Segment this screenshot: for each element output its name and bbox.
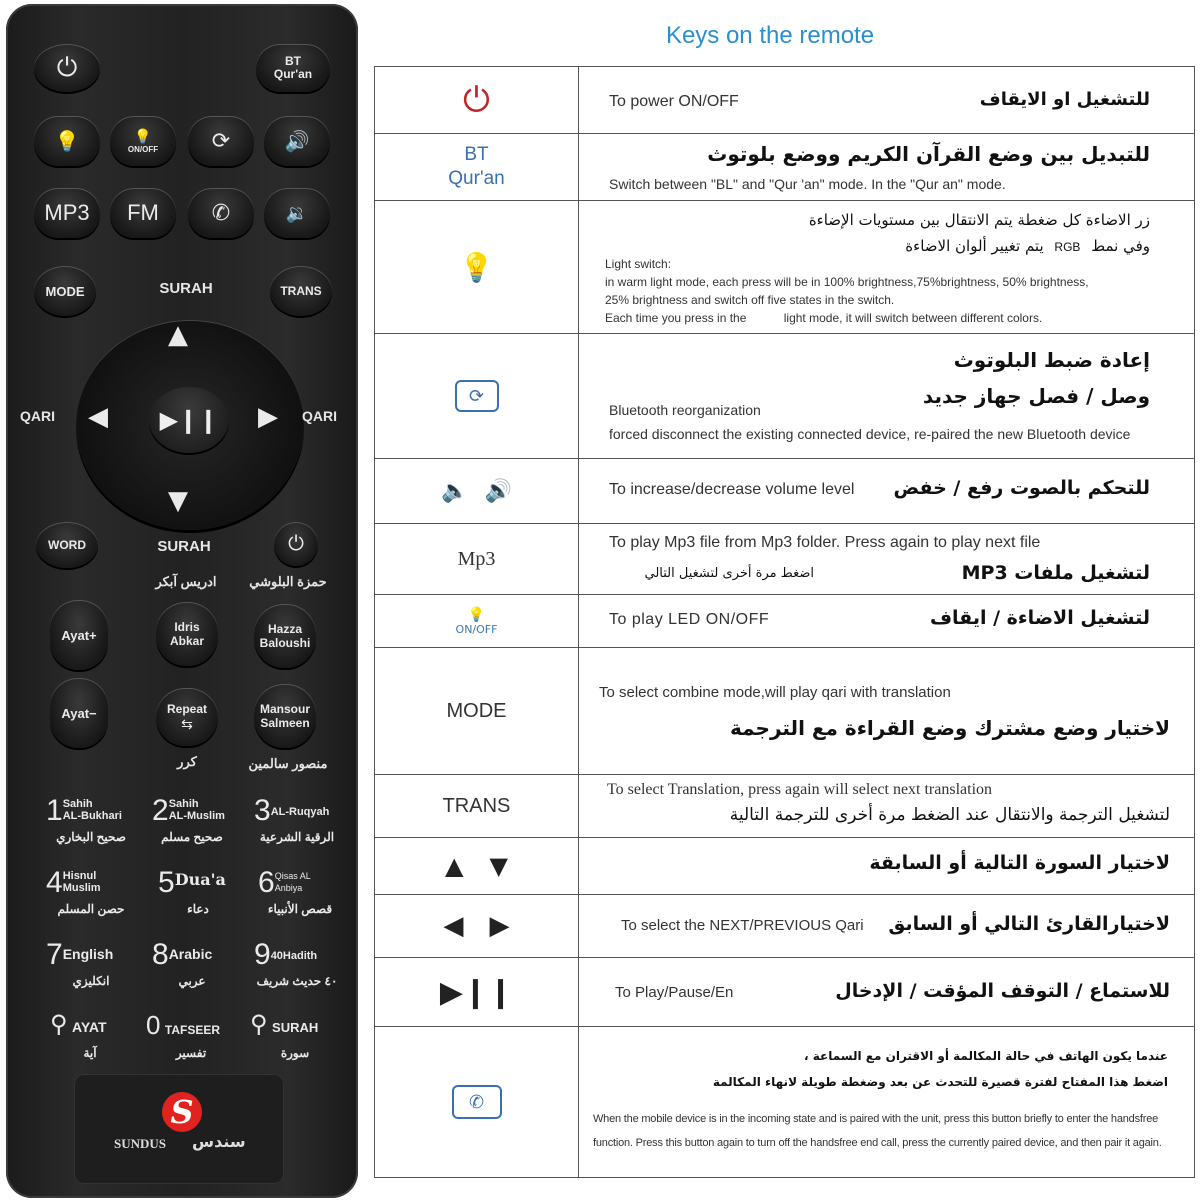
ayat-ar: آية	[83, 1046, 97, 1060]
key-description-table	[374, 66, 1195, 1178]
up-arrow-icon: ▲	[445, 852, 464, 880]
play-pause-icon: ▶❙❙	[439, 974, 514, 1010]
description-en-2: in warm light mode, each press will be in 100% brightness,75%brightness, 50% brightness,	[605, 275, 1089, 289]
table-row-bluetooth-reset	[375, 334, 1194, 459]
onoff-label: ON/OFF	[127, 145, 159, 154]
description-en-2: forced disconnect the existing connected device, re-paired the new Bluetooth device	[609, 426, 1131, 442]
description-en-4	[605, 311, 1042, 325]
zero-digit: 0	[146, 1010, 161, 1040]
description-ar-2a: وفي نمط	[1091, 237, 1150, 255]
table-row-mp3	[375, 524, 1194, 595]
description-ar: لتشغيل الاضاءة / ايقاف	[929, 607, 1150, 629]
bt-quran-label: BT Qur'an	[448, 144, 505, 189]
num-key-sub: Sahih AL-Muslim	[168, 798, 225, 822]
volume-down-icon: 🔈	[441, 478, 469, 504]
description-cell	[579, 67, 1194, 133]
play-pause-button[interactable]: ▶❙❙	[149, 387, 229, 453]
reciter-hazza-ar: حمزة البلوشي	[249, 574, 327, 589]
num-key-digit: 1	[46, 794, 63, 827]
description-en: To play Mp3 file from Mp3 folder. Press again to play next file	[609, 534, 1041, 551]
bluetooth-reset-icon: ⟳	[455, 380, 499, 412]
description-en-2: function. Press this button again to turn off the handsfree end call, press the currently paired device, and then pair it again.	[593, 1137, 1162, 1149]
num-key-sub: Hisnul Muslim	[62, 870, 101, 894]
onoff-label: ON/OFF	[455, 622, 498, 636]
down-arrow-icon: ▼	[489, 852, 508, 880]
icon-cell	[375, 838, 579, 894]
power-button[interactable]: ⏻	[34, 44, 100, 92]
description-ar-2: وصل / فصل جهاز جديد	[922, 384, 1150, 408]
num-key-ar: ٤٠ حديث شريف	[256, 974, 338, 988]
num-key-3[interactable]	[254, 794, 340, 844]
mode-button[interactable]: MODE	[34, 266, 96, 316]
description-ar: لاختيار السورة التالية أو السابقة	[869, 852, 1170, 874]
table-row-bt	[375, 134, 1194, 201]
brand-name-en: SUNDUS	[114, 1136, 167, 1151]
phone-button[interactable]: ✆	[188, 188, 254, 238]
qari-left-label: QARI	[20, 408, 55, 424]
mansour-salmeen-button[interactable]: Mansour Salmeen	[254, 684, 316, 748]
num-key-ar: انكليزي	[72, 974, 110, 988]
description-en-4b: light mode, it will switch between different colors.	[783, 311, 1043, 325]
description-ar: للاستماع / التوقف المؤقت / الإدخال	[835, 980, 1170, 1002]
description-en: To select combine mode,will play qari with translation	[599, 684, 951, 701]
repeat-button[interactable]	[156, 688, 218, 746]
description-en-1: Light switch:	[605, 257, 672, 271]
description-cell	[579, 459, 1194, 523]
icon-cell	[375, 67, 579, 133]
num-key-ar: صحيح مسلم	[161, 830, 223, 844]
description-en: To select the NEXT/PREVIOUS Qari	[621, 917, 864, 934]
num-key-digit: 8	[152, 938, 169, 971]
description-ar: لاختيار وضع مشترك وضع القراءة مع الترجمة	[730, 716, 1170, 740]
trans-label: TRANS	[442, 794, 511, 817]
description-cell	[579, 201, 1194, 333]
mansour-ar: منصور سالمين	[248, 756, 328, 771]
icon-cell	[375, 459, 579, 523]
description-cell	[579, 524, 1194, 594]
page-title: Keys on the remote	[665, 22, 875, 49]
description-ar-1: إعادة ضبط البلوتوث	[953, 348, 1150, 372]
search-surah-button[interactable]	[250, 1010, 340, 1060]
volume-down-button[interactable]: 🔉	[264, 188, 330, 238]
bluetooth-reset-button[interactable]: ⟳	[188, 116, 254, 166]
power-icon: ⏻	[463, 80, 490, 120]
description-cell	[579, 895, 1194, 957]
mode-label: MODE	[446, 699, 507, 722]
num-key-ar: الرقية الشرعية	[259, 830, 335, 844]
bt-quran-button[interactable]: BT Qur'an	[256, 44, 330, 92]
num-key-digit: 6	[258, 866, 275, 899]
num-key-digit: 9	[254, 938, 271, 971]
description-cell	[579, 838, 1194, 894]
reciter-power-button[interactable]: ⏻	[274, 522, 318, 566]
table-row-trans	[375, 775, 1194, 838]
surah-up-arrow[interactable]: ▲	[168, 320, 188, 350]
description-en: To Play/Pause/En	[615, 984, 734, 1001]
mp3-label: Mp3	[457, 547, 496, 570]
icon-cell	[375, 524, 579, 594]
num-key-digit: 5	[158, 866, 175, 899]
bulb-icon: 💡	[134, 128, 152, 144]
icon-cell	[375, 201, 579, 333]
description-ar: لتشغيل الترجمة والانتقال عند الضغط مرة أخرى للترجمة التالية	[729, 805, 1170, 825]
description-ar: لتشغيل ملفات MP3	[961, 562, 1150, 584]
volume-up-icon: 🔊	[484, 478, 512, 504]
icon-cell	[375, 958, 579, 1026]
rgb-label: RGB	[1054, 240, 1081, 254]
num-key-sub: Dua'a	[174, 870, 226, 889]
table-row-play	[375, 958, 1194, 1027]
description-en: To select Translation, press again will select next translation	[607, 781, 993, 798]
ayat-plus-button[interactable]: Ayat+	[50, 600, 108, 670]
light-button[interactable]: 💡	[34, 116, 100, 166]
description-ar-2: اضغط هذا المفتاح لفترة قصيرة للتحدث عن بعد وضغطة طويلة لانهاء المكالمة	[712, 1075, 1168, 1089]
repeat-icon: ⇆	[181, 715, 193, 732]
num-key-ar: دعاء	[187, 902, 209, 916]
num-key-ar: صحيح البخاري	[56, 830, 126, 844]
num-key-digit: 3	[254, 794, 271, 827]
num-key-6[interactable]	[258, 866, 342, 916]
description-ar: للتشغيل او الايقاف	[979, 89, 1150, 110]
right-arrow-icon: ▶	[489, 911, 510, 941]
idris-abkar-button[interactable]: Idris Abkar	[156, 602, 218, 666]
description-en-4a: Each time you press in the	[605, 311, 747, 325]
description-en: To play LED ON/OFF	[609, 611, 770, 628]
light-bulb-icon: 💡	[459, 250, 494, 284]
icon-cell	[375, 648, 579, 774]
description-en-1: When the mobile device is in the incoming state and is paired with the unit, press this button briefly to enter the handsfree	[593, 1113, 1159, 1125]
description-cell	[579, 334, 1194, 458]
num-key-sub: Qisas AL Anbiya	[274, 871, 311, 893]
description-cell	[579, 595, 1194, 647]
tafseer-label: TAFSEER	[164, 1023, 221, 1037]
tafseer-button[interactable]	[146, 1010, 236, 1060]
num-key-5[interactable]	[158, 866, 238, 916]
qari-right-label: QARI	[302, 408, 337, 424]
table-row-volume	[375, 459, 1194, 524]
icon-cell	[375, 775, 579, 837]
icon-cell	[375, 595, 579, 647]
reciter-idris-ar: ادريس آبكر	[155, 574, 217, 589]
icon-cell	[375, 334, 579, 458]
description-ar-2	[905, 237, 1150, 255]
icon-cell	[375, 1027, 579, 1177]
description-ar: للتحكم بالصوت رفع / خفض	[893, 477, 1150, 499]
num-key-9[interactable]	[254, 938, 340, 988]
remote-control	[6, 4, 358, 1198]
qari-prev-arrow[interactable]: ◀	[88, 402, 108, 432]
table-row-surah	[375, 838, 1194, 895]
fm-button[interactable]: FM	[110, 188, 176, 238]
description-cell	[579, 775, 1194, 837]
repeat-label: Repeat	[166, 701, 207, 716]
description-cell	[579, 134, 1194, 200]
num-key-ar: عربي	[178, 974, 206, 988]
description-en-1: Bluetooth reorganization	[609, 402, 761, 418]
table-row-power	[375, 67, 1194, 134]
description-cell	[579, 958, 1194, 1026]
search-icon: ⚲	[50, 1011, 68, 1038]
num-key-sub: Sahih AL-Bukhari	[62, 798, 122, 822]
num-key-7[interactable]	[46, 938, 136, 988]
description-cell	[579, 1027, 1194, 1177]
word-button[interactable]: WORD	[36, 522, 98, 568]
description-ar: للتبديل بين وضع القرآن الكريم ووضع بلوتوث	[707, 142, 1150, 166]
surah-up-label: SURAH	[159, 280, 213, 297]
brand-name-ar: سندس	[192, 1132, 246, 1151]
sundus-logo-mark: S	[162, 1092, 202, 1132]
surah-down-label: SURAH	[157, 538, 211, 555]
description-en: Switch between "BL" and "Qur 'an" mode. In the "Qur an" mode.	[609, 176, 1006, 192]
num-key-2[interactable]	[152, 794, 232, 844]
table-row-phone	[375, 1027, 1194, 1177]
ayat-label: AYAT	[72, 1019, 107, 1035]
num-key-sub: Arabic	[168, 946, 213, 962]
description-ar-1: زر الاضاءة كل ضغطة يتم الانتقال بين مستويات الإضاءة	[808, 211, 1150, 229]
qari-next-arrow[interactable]: ▶	[258, 402, 278, 432]
repeat-ar: كرر	[177, 754, 197, 769]
light-onoff-button[interactable]	[110, 116, 176, 166]
num-key-sub: 40Hadith	[270, 950, 318, 962]
num-key-8[interactable]	[152, 938, 232, 988]
num-key-sub: English	[62, 946, 114, 962]
search-icon: ⚲	[250, 1011, 268, 1038]
surah-label: SURAH	[272, 1020, 319, 1035]
hazza-baloushi-button[interactable]: Hazza Baloushi	[254, 604, 316, 668]
description-en-3: 25% brightness and switch off five states in the switch.	[605, 293, 895, 307]
num-key-digit: 7	[46, 938, 63, 971]
num-key-digit: 2	[152, 794, 169, 827]
trans-button[interactable]: TRANS	[270, 266, 332, 316]
table-row-qari	[375, 895, 1194, 958]
table-row-light	[375, 201, 1194, 334]
description-ar: لاختيارالقارئ التالي أو السابق	[888, 913, 1170, 935]
table-row-led	[375, 595, 1194, 648]
num-key-sub: AL-Ruqyah	[270, 806, 330, 818]
brand-logo	[74, 1074, 284, 1184]
description-en: To increase/decrease volume level	[609, 481, 855, 498]
left-arrow-icon: ◀	[443, 911, 464, 941]
surah-down-arrow[interactable]: ▼	[168, 486, 188, 516]
search-ayat-button[interactable]	[50, 1010, 130, 1060]
mp3-button[interactable]: MP3	[34, 188, 100, 238]
num-key-1[interactable]	[46, 794, 136, 844]
phone-icon: ✆	[452, 1085, 502, 1119]
num-key-digit: 4	[46, 866, 63, 899]
description-cell	[579, 648, 1194, 774]
description-ar-1: عندما يكون الهاتف في حالة المكالمة أو الاقتران مع السماعة ،	[804, 1049, 1168, 1063]
surah-ar: سورة	[280, 1046, 310, 1060]
description-ar-small: اضغط مرة أخرى لتشغيل التالي	[644, 566, 814, 581]
tafseer-ar: تفسير	[175, 1046, 207, 1060]
description-en: To power ON/OFF	[609, 93, 739, 110]
num-key-ar: قصص الأنبياء	[267, 902, 333, 916]
ayat-minus-button[interactable]: Ayat−	[50, 678, 108, 748]
description-ar-2b: يتم تغيير ألوان الاضاءة	[905, 237, 1044, 255]
bulb-icon: 💡	[467, 606, 486, 623]
num-key-4[interactable]	[46, 866, 136, 916]
table-row-mode	[375, 648, 1194, 775]
volume-up-button[interactable]: 🔊	[264, 116, 330, 166]
icon-cell	[375, 134, 579, 200]
icon-cell	[375, 895, 579, 957]
num-key-ar: حصن المسلم	[57, 902, 125, 916]
